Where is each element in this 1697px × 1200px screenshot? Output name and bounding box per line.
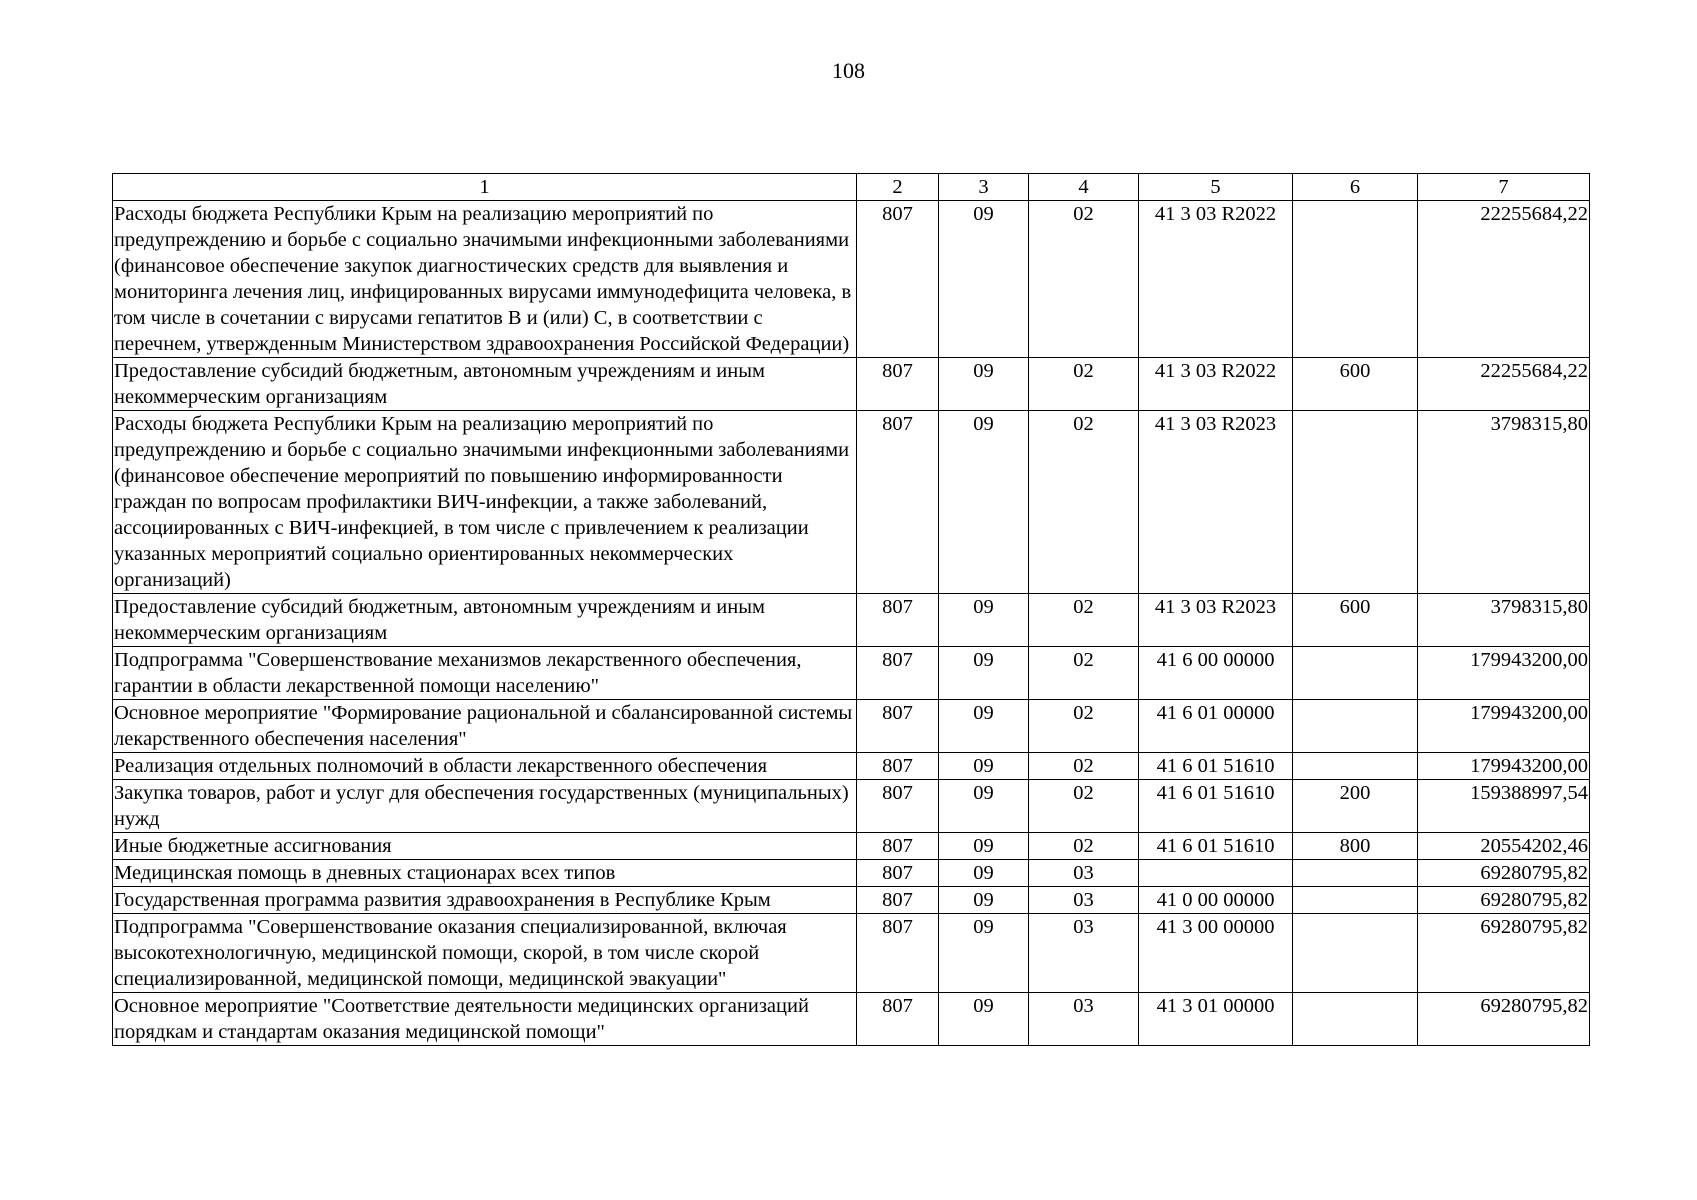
expense-type-cell: [1293, 647, 1418, 700]
header-cell-1: 1: [113, 174, 857, 201]
target-article-cell: 41 3 03 R2022: [1139, 201, 1293, 358]
admin-code-cell: 807: [857, 753, 939, 780]
row-name-cell: Закупка товаров, работ и услуг для обеспечения государственных (муниципальных) нужд: [113, 780, 857, 833]
subsection-code-cell: 02: [1029, 647, 1139, 700]
expense-type-cell: [1293, 860, 1418, 887]
header-cell-6: 6: [1293, 174, 1418, 201]
expense-type-cell: 600: [1293, 358, 1418, 411]
section-code-cell: 09: [939, 594, 1029, 647]
table-header: [113, 174, 1590, 201]
amount-cell: 179943200,00: [1418, 647, 1590, 700]
table-body: [113, 201, 1590, 1046]
admin-code-cell: 807: [857, 860, 939, 887]
row-name-cell: Медицинская помощь в дневных стационарах всех типов: [113, 860, 857, 887]
table-row: [113, 647, 1590, 700]
admin-code-cell: 807: [857, 780, 939, 833]
header-cell-3: 3: [939, 174, 1029, 201]
section-code-cell: 09: [939, 887, 1029, 914]
table-row: [113, 887, 1590, 914]
row-name-cell: Реализация отдельных полномочий в области лекарственного обеспечения: [113, 753, 857, 780]
target-article-cell: 41 6 00 00000: [1139, 647, 1293, 700]
amount-cell: 3798315,80: [1418, 411, 1590, 594]
section-code-cell: 09: [939, 993, 1029, 1046]
section-code-cell: 09: [939, 201, 1029, 358]
row-name-cell: Расходы бюджета Республики Крым на реализацию мероприятий по предупреждению и борьбе с социально значимыми инфекционными заболеваниями (финансовое обеспечение мероприятий по повышению информированности граждан по вопросам профилактики ВИЧ-инфекции, а также заболеваний, ассоциированных с ВИЧ-инфекцией, в том числе с привлечением к реализации указанных мероприятий социально ориентированных некоммерческих организаций): [113, 411, 857, 594]
table-row: [113, 201, 1590, 358]
expense-type-cell: [1293, 887, 1418, 914]
table-row: [113, 594, 1590, 647]
row-name-cell: Подпрограмма "Совершенствование механизмов лекарственного обеспечения, гарантии в области лекарственной помощи населению": [113, 647, 857, 700]
admin-code-cell: 807: [857, 358, 939, 411]
amount-cell: 69280795,82: [1418, 993, 1590, 1046]
admin-code-cell: 807: [857, 647, 939, 700]
header-row: [113, 174, 1590, 201]
target-article-cell: 41 3 03 R2022: [1139, 358, 1293, 411]
table-row: [113, 833, 1590, 860]
subsection-code-cell: 02: [1029, 700, 1139, 753]
expense-type-cell: [1293, 201, 1418, 358]
section-code-cell: 09: [939, 647, 1029, 700]
table-row: [113, 860, 1590, 887]
amount-cell: 22255684,22: [1418, 358, 1590, 411]
admin-code-cell: 807: [857, 411, 939, 594]
page-number: 108: [832, 58, 865, 83]
budget-table: [112, 173, 1590, 1046]
target-article-cell: 41 6 01 51610: [1139, 753, 1293, 780]
header-cell-2: 2: [857, 174, 939, 201]
amount-cell: 69280795,82: [1418, 860, 1590, 887]
table-row: [113, 753, 1590, 780]
header-cell-7: 7: [1418, 174, 1590, 201]
target-article-cell: 41 6 01 00000: [1139, 700, 1293, 753]
header-cell-4: 4: [1029, 174, 1139, 201]
section-code-cell: 09: [939, 411, 1029, 594]
target-article-cell: 41 3 01 00000: [1139, 993, 1293, 1046]
admin-code-cell: 807: [857, 993, 939, 1046]
amount-cell: 179943200,00: [1418, 753, 1590, 780]
table-row: [113, 358, 1590, 411]
row-name-cell: Предоставление субсидий бюджетным, автономным учреждениям и иным некоммерческим организациям: [113, 594, 857, 647]
admin-code-cell: 807: [857, 201, 939, 358]
amount-cell: 69280795,82: [1418, 914, 1590, 993]
expense-type-cell: [1293, 411, 1418, 594]
admin-code-cell: 807: [857, 833, 939, 860]
section-code-cell: 09: [939, 780, 1029, 833]
section-code-cell: 09: [939, 700, 1029, 753]
expense-type-cell: [1293, 914, 1418, 993]
subsection-code-cell: 03: [1029, 887, 1139, 914]
table-row: [113, 914, 1590, 993]
subsection-code-cell: 02: [1029, 833, 1139, 860]
subsection-code-cell: 02: [1029, 780, 1139, 833]
table-row: [113, 780, 1590, 833]
subsection-code-cell: 03: [1029, 993, 1139, 1046]
subsection-code-cell: 02: [1029, 753, 1139, 780]
table-row: [113, 411, 1590, 594]
expense-type-cell: [1293, 993, 1418, 1046]
target-article-cell: 41 6 01 51610: [1139, 833, 1293, 860]
subsection-code-cell: 03: [1029, 860, 1139, 887]
row-name-cell: Предоставление субсидий бюджетным, автономным учреждениям и иным некоммерческим организациям: [113, 358, 857, 411]
row-name-cell: Расходы бюджета Республики Крым на реализацию мероприятий по предупреждению и борьбе с социально значимыми инфекционными заболеваниями (финансовое обеспечение закупок диагностических средств для выявления и мониторинга лечения лиц, инфицированных вирусами иммунодефицита человека, в том числе в сочетании с вирусами гепатитов В и (или) С, в соответствии с перечнем, утвержденным Министерством здравоохранения Российской Федерации): [113, 201, 857, 358]
table-row: [113, 993, 1590, 1046]
target-article-cell: [1139, 860, 1293, 887]
row-name-cell: Основное мероприятие "Соответствие деятельности медицинских организаций порядкам и стандартам оказания медицинской помощи": [113, 993, 857, 1046]
subsection-code-cell: 02: [1029, 358, 1139, 411]
amount-cell: 179943200,00: [1418, 700, 1590, 753]
section-code-cell: 09: [939, 860, 1029, 887]
admin-code-cell: 807: [857, 914, 939, 993]
target-article-cell: 41 3 00 00000: [1139, 914, 1293, 993]
subsection-code-cell: 03: [1029, 914, 1139, 993]
section-code-cell: 09: [939, 753, 1029, 780]
expense-type-cell: 600: [1293, 594, 1418, 647]
subsection-code-cell: 02: [1029, 411, 1139, 594]
target-article-cell: 41 0 00 00000: [1139, 887, 1293, 914]
amount-cell: 22255684,22: [1418, 201, 1590, 358]
section-code-cell: 09: [939, 914, 1029, 993]
table-row: [113, 700, 1590, 753]
row-name-cell: Иные бюджетные ассигнования: [113, 833, 857, 860]
amount-cell: 3798315,80: [1418, 594, 1590, 647]
expense-type-cell: [1293, 700, 1418, 753]
row-name-cell: Государственная программа развития здравоохранения в Республике Крым: [113, 887, 857, 914]
target-article-cell: 41 6 01 51610: [1139, 780, 1293, 833]
section-code-cell: 09: [939, 358, 1029, 411]
target-article-cell: 41 3 03 R2023: [1139, 594, 1293, 647]
admin-code-cell: 807: [857, 594, 939, 647]
subsection-code-cell: 02: [1029, 594, 1139, 647]
expense-type-cell: 800: [1293, 833, 1418, 860]
section-code-cell: 09: [939, 833, 1029, 860]
row-name-cell: Подпрограмма "Совершенствование оказания специализированной, включая высокотехнологичную, медицинской помощи, скорой, в том числе скорой специализированной, медицинской помощи, медицинской эвакуации": [113, 914, 857, 993]
subsection-code-cell: 02: [1029, 201, 1139, 358]
amount-cell: 159388997,54: [1418, 780, 1590, 833]
amount-cell: 20554202,46: [1418, 833, 1590, 860]
amount-cell: 69280795,82: [1418, 887, 1590, 914]
header-cell-5: 5: [1139, 174, 1293, 201]
target-article-cell: 41 3 03 R2023: [1139, 411, 1293, 594]
expense-type-cell: 200: [1293, 780, 1418, 833]
admin-code-cell: 807: [857, 887, 939, 914]
admin-code-cell: 807: [857, 700, 939, 753]
row-name-cell: Основное мероприятие "Формирование рациональной и сбалансированной системы лекарственного обеспечения населения": [113, 700, 857, 753]
expense-type-cell: [1293, 753, 1418, 780]
